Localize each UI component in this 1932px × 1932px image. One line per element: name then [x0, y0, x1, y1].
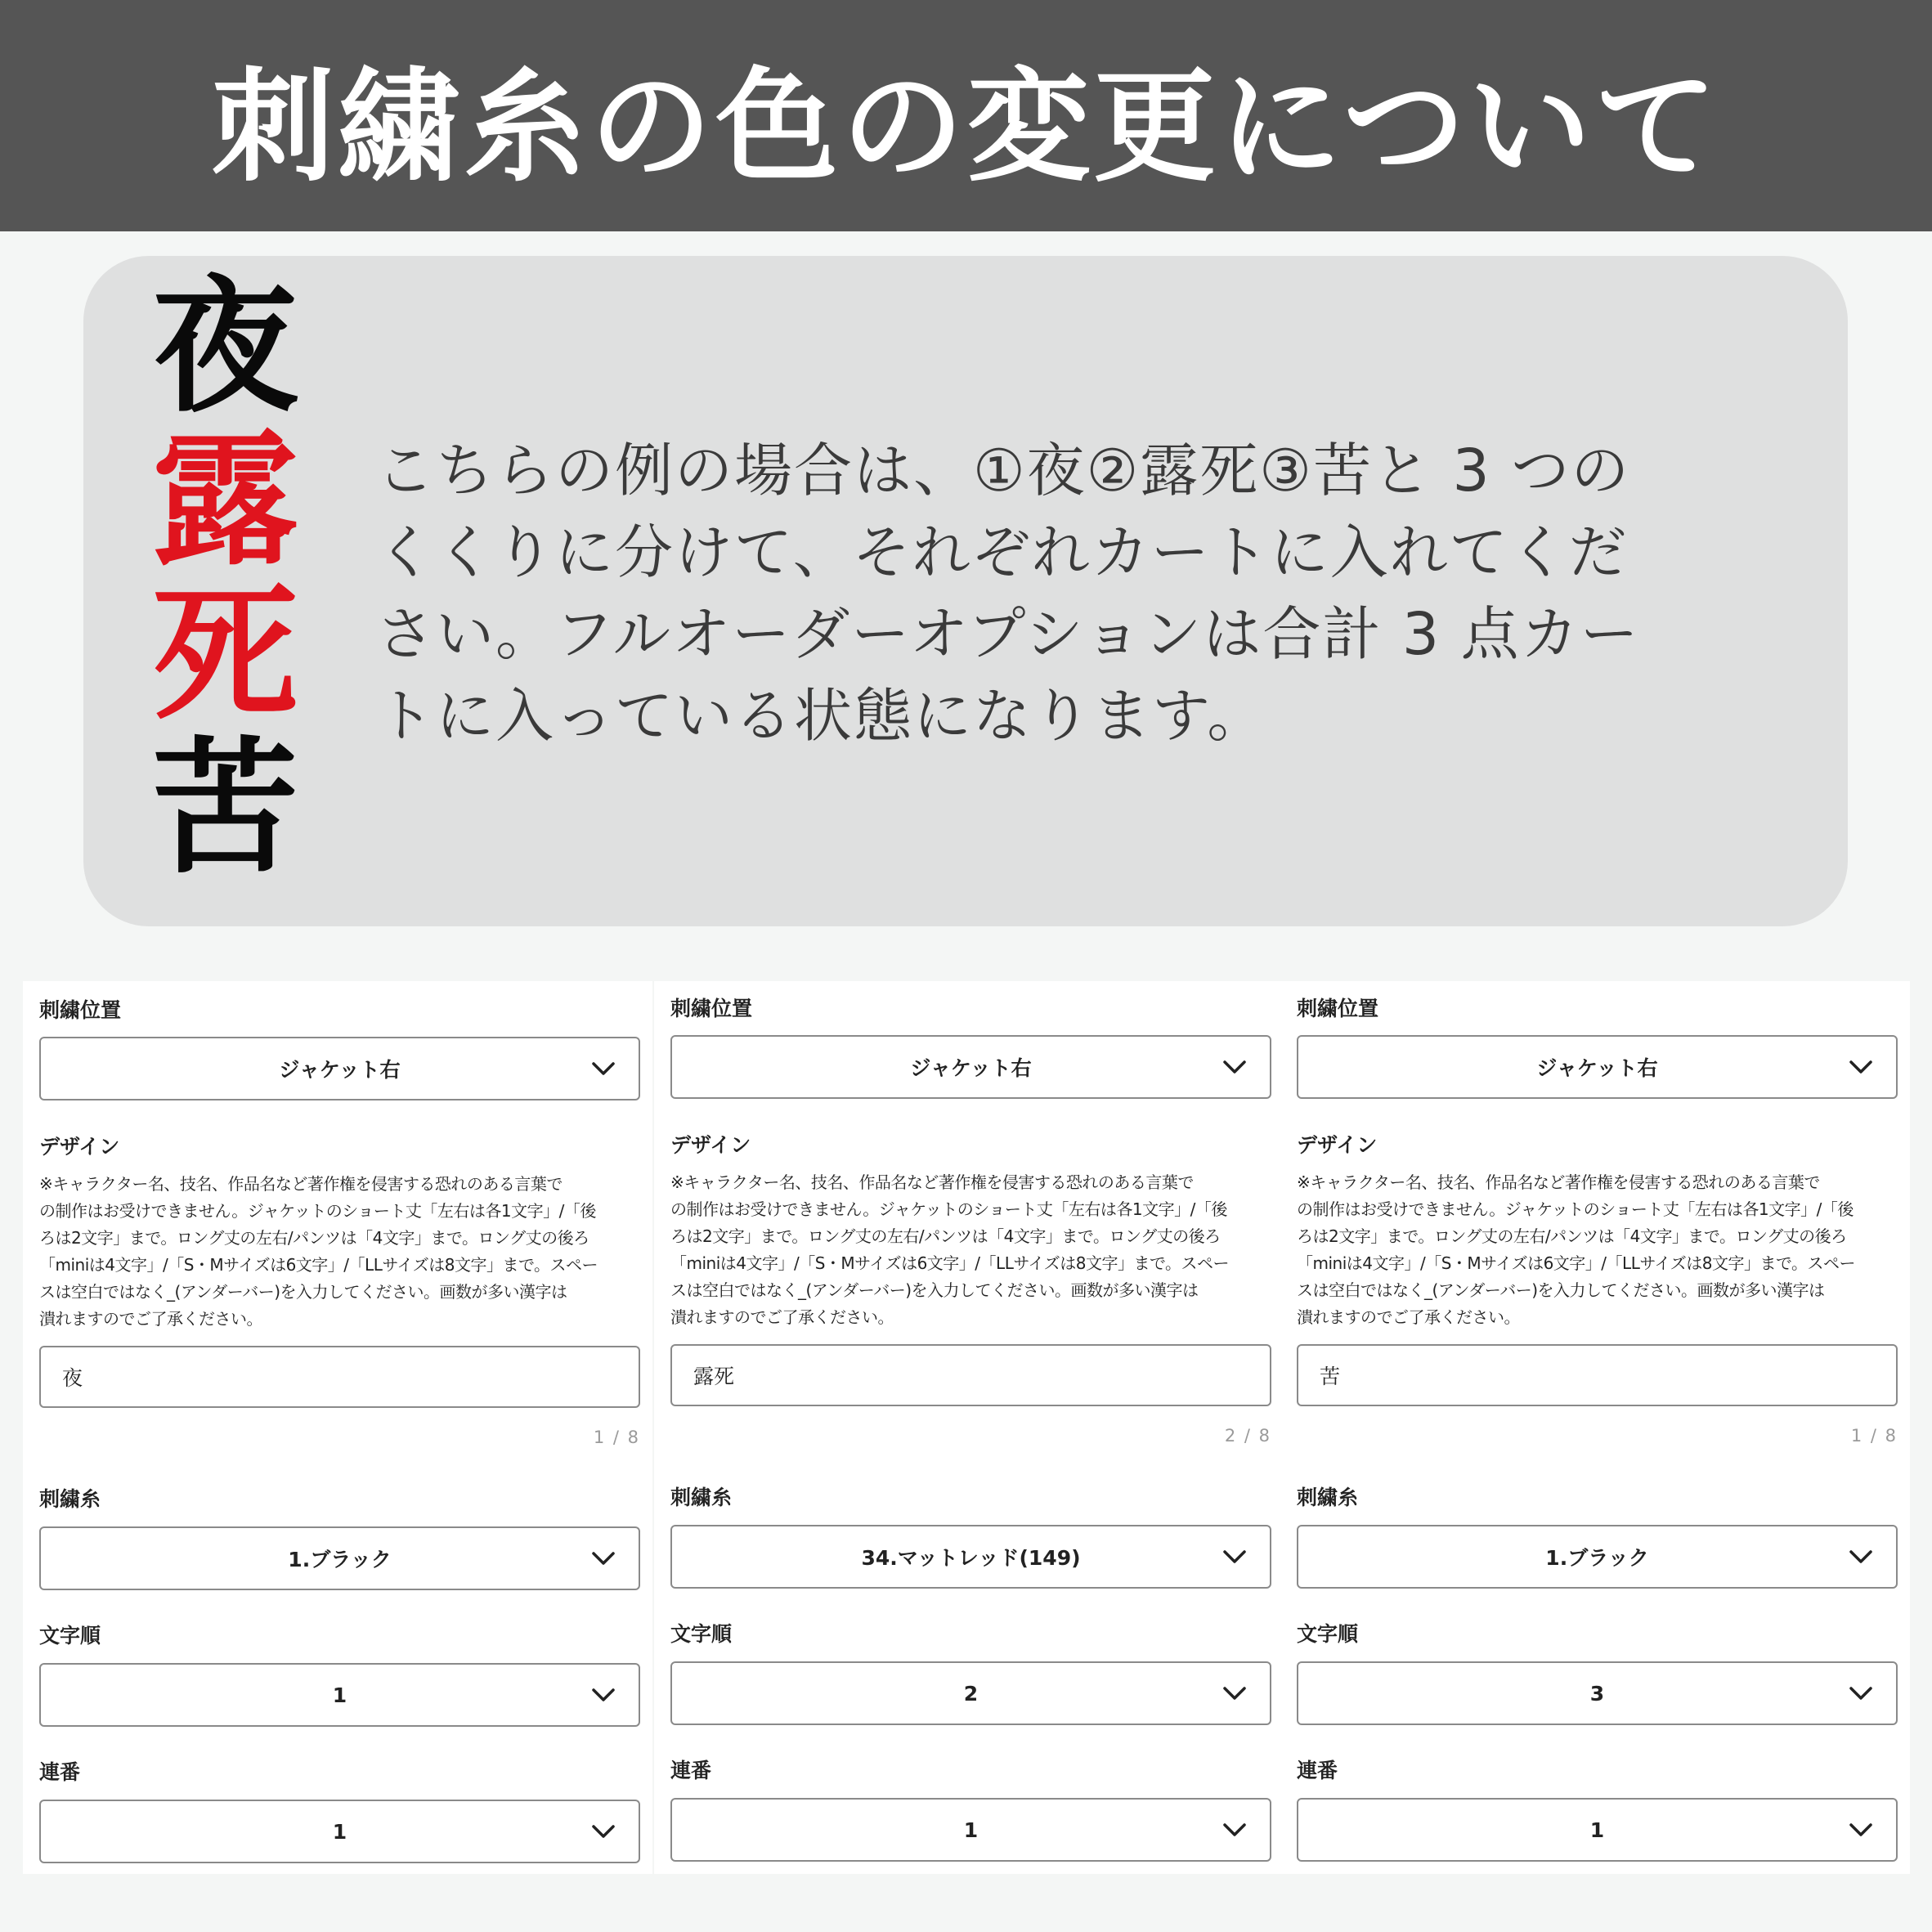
order-select[interactable]	[39, 1663, 640, 1727]
design-note-line: 潰れますのでご了承ください。	[39, 1309, 262, 1329]
position-select[interactable]	[1297, 1035, 1898, 1099]
example-char-3: 死	[152, 568, 298, 739]
design-note-line: ※キャラクター名、技名、作品名など著作権を侵害する恐れのある言葉で	[1297, 1172, 1820, 1192]
design-note-line: の制作はお受けできません。ジャケットのショート丈「左右は各1文字」/「後	[39, 1201, 596, 1221]
product-form-3	[1280, 981, 1910, 1874]
order-select-value: 3	[1589, 1681, 1605, 1706]
design-input[interactable]	[670, 1344, 1271, 1406]
position-label: 刺繍位置	[39, 998, 122, 1022]
thread-color-select[interactable]	[39, 1526, 640, 1590]
example-char-4: 苦	[152, 722, 298, 893]
page-title: 刺繍糸の色の変更について	[211, 56, 1720, 199]
chevron-down-icon	[1849, 1548, 1873, 1566]
thread-color-select[interactable]	[1297, 1525, 1898, 1589]
chevron-down-icon	[591, 1060, 616, 1078]
thread-label: 刺繍糸	[670, 1486, 733, 1509]
serial-select-value: 1	[332, 1819, 347, 1844]
design-note-line: スは空白ではなく_(アンダーバー)を入力してください。画数が多い漢字は	[670, 1280, 1199, 1300]
design-label: デザイン	[1297, 1133, 1378, 1157]
serial-select[interactable]	[670, 1798, 1271, 1862]
example-vertical-text	[137, 261, 313, 893]
design-note	[670, 1169, 1271, 1331]
thread-color-select[interactable]	[670, 1525, 1271, 1589]
chevron-down-icon	[1222, 1684, 1247, 1702]
thread-color-value: 1.ブラック	[1545, 1546, 1649, 1570]
thread-color-value: 1.ブラック	[288, 1548, 392, 1571]
design-note-line: の制作はお受けできません。ジャケットのショート丈「左右は各1文字」/「後	[670, 1199, 1227, 1219]
design-input-value: 露死	[693, 1365, 735, 1388]
example-char-1: 夜	[152, 261, 298, 432]
example-explanation	[376, 430, 1750, 757]
chevron-down-icon	[591, 1686, 616, 1704]
position-select-value: ジャケット右	[910, 1056, 1032, 1080]
design-note	[1297, 1169, 1898, 1331]
design-note-line: ろは2文字」まで。ロング丈の左右/パンツは「4文字」まで。ロング丈の後ろ	[1297, 1226, 1847, 1246]
design-input-value: 苦	[1320, 1365, 1341, 1388]
thread-label: 刺繍糸	[39, 1487, 101, 1511]
position-select[interactable]	[670, 1035, 1271, 1099]
design-note-line: スは空白ではなく_(アンダーバー)を入力してください。画数が多い漢字は	[39, 1282, 567, 1302]
order-select[interactable]	[1297, 1661, 1898, 1725]
explanation-line: くくりに分けて、それぞれカートに入れてくだ	[376, 518, 1629, 586]
design-note-line: 「miniは4文字」/「S・Mサイズは6文字」/「LLサイズは8文字」まで。スペー	[1297, 1253, 1856, 1273]
position-label: 刺繍位置	[1297, 997, 1379, 1020]
design-label: デザイン	[670, 1133, 751, 1157]
chevron-down-icon	[1222, 1821, 1247, 1839]
serial-select-value: 1	[1589, 1818, 1605, 1842]
product-form-2	[654, 981, 1284, 1874]
design-note-line: ろは2文字」まで。ロング丈の左右/パンツは「4文字」まで。ロング丈の後ろ	[670, 1226, 1221, 1246]
char-counter: 1 / 8	[1850, 1426, 1898, 1446]
design-note-line: 「miniは4文字」/「S・Mサイズは6文字」/「LLサイズは8文字」まで。スペー	[39, 1255, 598, 1275]
serial-select-value: 1	[963, 1818, 979, 1842]
position-select-value: ジャケット右	[1536, 1056, 1658, 1080]
chevron-down-icon	[1849, 1821, 1873, 1839]
order-label: 文字順	[39, 1624, 101, 1647]
chevron-down-icon	[1849, 1684, 1873, 1702]
design-note-line: ※キャラクター名、技名、作品名など著作権を侵害する恐れのある言葉で	[39, 1174, 563, 1194]
order-label: 文字順	[1297, 1622, 1359, 1646]
chevron-down-icon	[591, 1822, 616, 1840]
example-char-2: 露	[152, 415, 298, 585]
char-counter: 1 / 8	[593, 1428, 640, 1447]
chevron-down-icon	[591, 1549, 616, 1567]
design-input-value: 夜	[62, 1366, 83, 1390]
thread-label: 刺繍糸	[1297, 1486, 1359, 1509]
design-note-line: ろは2文字」まで。ロング丈の左右/パンツは「4文字」まで。ロング丈の後ろ	[39, 1228, 589, 1248]
order-label: 文字順	[670, 1622, 733, 1646]
chevron-down-icon	[1222, 1058, 1247, 1076]
design-note-line: スは空白ではなく_(アンダーバー)を入力してください。画数が多い漢字は	[1297, 1280, 1825, 1300]
thread-color-value: 34.マットレッド(149)	[861, 1546, 1081, 1570]
chevron-down-icon	[1849, 1058, 1873, 1076]
page-header	[0, 0, 1932, 231]
design-note-line: 潰れますのでご了承ください。	[1297, 1307, 1520, 1327]
position-select[interactable]	[39, 1037, 640, 1100]
explanation-line: こちらの例の場合は、①夜②露死③苦と 3 つの	[376, 437, 1631, 504]
design-input[interactable]	[1297, 1344, 1898, 1406]
order-select[interactable]	[670, 1661, 1271, 1725]
serial-select[interactable]	[39, 1800, 640, 1863]
position-select-value: ジャケット右	[279, 1058, 401, 1082]
product-form-1	[23, 981, 652, 1874]
design-note-line: 「miniは4文字」/「S・Mサイズは6文字」/「LLサイズは8文字」まで。スペー	[670, 1253, 1230, 1273]
chevron-down-icon	[1222, 1548, 1247, 1566]
order-select-value: 2	[963, 1681, 979, 1706]
design-note	[39, 1171, 640, 1333]
serial-label: 連番	[1297, 1759, 1338, 1782]
design-note-line: 潰れますのでご了承ください。	[670, 1307, 894, 1327]
design-input[interactable]	[39, 1346, 640, 1408]
serial-select[interactable]	[1297, 1798, 1898, 1862]
serial-label: 連番	[670, 1759, 712, 1782]
explanation-line: トに入っている状態になります。	[376, 682, 1267, 750]
explanation-line: さい。フルオーダーオプションは合計 3 点カー	[376, 600, 1640, 668]
char-counter: 2 / 8	[1224, 1426, 1271, 1446]
design-note-line: の制作はお受けできません。ジャケットのショート丈「左右は各1文字」/「後	[1297, 1199, 1854, 1219]
serial-label: 連番	[39, 1760, 81, 1784]
design-label: デザイン	[39, 1135, 120, 1159]
order-select-value: 1	[332, 1683, 347, 1707]
position-label: 刺繍位置	[670, 997, 753, 1020]
design-note-line: ※キャラクター名、技名、作品名など著作権を侵害する恐れのある言葉で	[670, 1172, 1194, 1192]
